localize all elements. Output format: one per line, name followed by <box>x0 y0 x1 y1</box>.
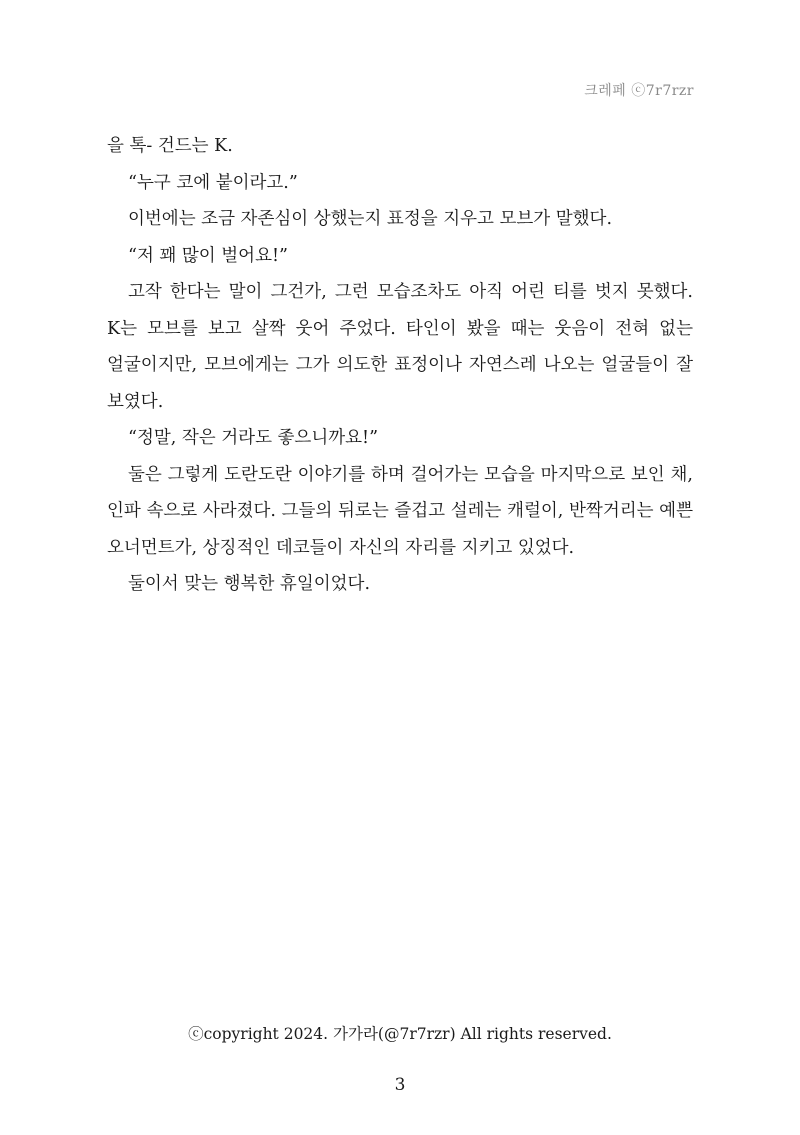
page-number: 3 <box>394 1075 406 1095</box>
paragraph-1: 을 톡- 건드는 K. <box>107 136 233 156</box>
paragraph-3: 이번에는 조금 자존심이 상했는지 표정을 지우고 모브가 말했다. <box>128 209 613 229</box>
body-text <box>107 128 693 603</box>
page-header: 크레페 ⓒ7r7rzr <box>584 83 694 99</box>
paragraph-5: 고작 한다는 말이 그건가, 그런 모습조차도 아직 어린 티를 벗지 못했다. K는 모브를 보고 살짝 웃어 주었다. 타인이 봤을 때는 웃음이 전혀 없는 얼굴이지만, 모브에게는 그가 의도한 표정이나 자연스레 나오는 얼굴들이 잘 보였다. <box>107 282 693 412</box>
copyright-footer: ⓒcopyright 2024. 가가라(@7r7rzr) All rights reserved. <box>188 1025 612 1043</box>
paragraph-2: “누구 코에 붙이라고.” <box>128 172 298 193</box>
paragraph-8: 둘이서 맞는 행복한 휴일이었다. <box>128 574 371 594</box>
paragraph-6: “정말, 작은 거라도 좋으니까요!” <box>128 428 379 448</box>
paragraph-4: “저 꽤 많이 벌어요!” <box>128 245 288 266</box>
paragraph-7: 둘은 그렇게 도란도란 이야기를 하며 걸어가는 모습을 마지막으로 보인 채, 인파 속으로 사라졌다. 그들의 뒤로는 즐겁고 설레는 캐럴이, 반짝거리는 예쁜 오너먼트가, 상징적인 데코들이 자신의 자리를 지키고 있었다. <box>107 464 693 558</box>
